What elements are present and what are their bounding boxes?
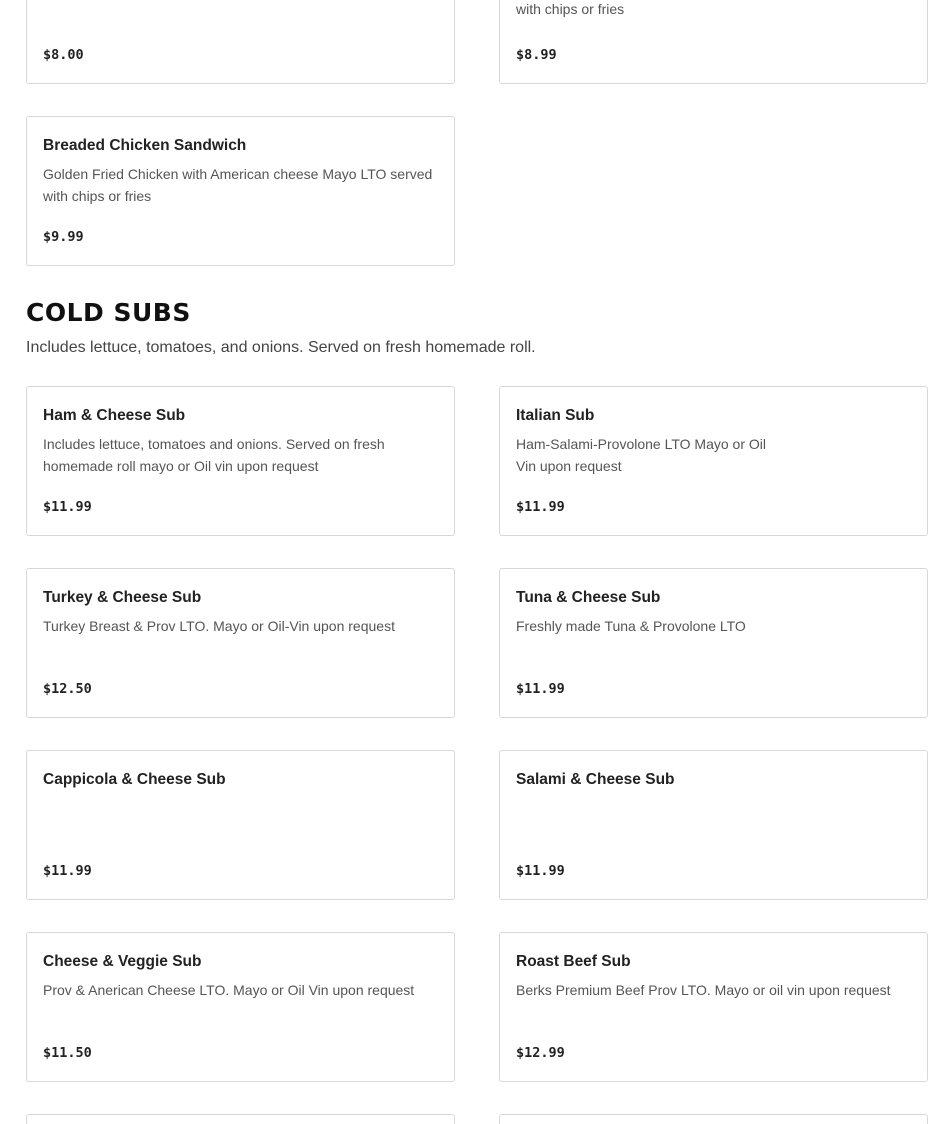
menu-item-card[interactable] — [26, 1114, 455, 1124]
item-name: Breaded Chicken Sandwich — [43, 137, 247, 154]
item-price: $12.50 — [43, 681, 92, 697]
item-price: $11.99 — [43, 499, 92, 515]
item-price: $11.99 — [516, 681, 565, 697]
menu-item-card[interactable] — [499, 568, 928, 718]
menu-item-card[interactable] — [499, 386, 928, 536]
item-name: Roast Beef Sub — [516, 953, 631, 970]
menu-item-card[interactable] — [26, 932, 455, 1082]
item-description: Golden Fried Chicken with American cheese Mayo LTO served with chips or fries — [43, 166, 433, 204]
item-description: Berks Premium Beef Prov LTO. Mayo or oil vin upon request — [516, 982, 891, 998]
menu-item-card[interactable] — [26, 386, 455, 536]
menu-item-card[interactable] — [499, 932, 928, 1082]
menu-item-card[interactable] — [26, 568, 455, 718]
item-description: Freshly made Tuna & Provolone LTO — [516, 618, 746, 634]
item-description: Turkey Breast & Prov LTO. Mayo or Oil-Vin upon request — [43, 618, 395, 634]
item-price: $8.99 — [516, 47, 557, 63]
item-description: with chips or fries — [516, 1, 625, 17]
item-price: $8.00 — [43, 47, 84, 63]
item-name: Salami & Cheese Sub — [516, 771, 675, 788]
item-description: Prov & Anerican Cheese LTO. Mayo or Oil Vin upon request — [43, 982, 415, 998]
item-description: Includes lettuce, tomatoes and onions. Served on fresh homemade roll mayo or Oil vin upon request — [43, 436, 385, 474]
menu-item-card[interactable] — [26, 750, 455, 900]
item-price: $11.99 — [516, 863, 565, 879]
item-name: Ham & Cheese Sub — [43, 407, 186, 424]
menu-item-card[interactable] — [26, 116, 455, 266]
item-price: $11.99 — [516, 499, 565, 515]
item-name: Turkey & Cheese Sub — [43, 589, 202, 606]
item-name: Italian Sub — [516, 407, 595, 424]
item-price: $11.50 — [43, 1045, 92, 1061]
item-price: $12.99 — [516, 1045, 565, 1061]
item-name: Cappicola & Cheese Sub — [43, 771, 226, 788]
menu-item-card[interactable] — [499, 1114, 928, 1124]
item-name: Cheese & Veggie Sub — [43, 953, 202, 970]
item-name: Tuna & Cheese Sub — [516, 589, 661, 606]
menu-item-card[interactable] — [499, 0, 928, 84]
menu-item-card[interactable] — [499, 750, 928, 900]
item-description: Ham-Salami-Provolone LTO Mayo or Oil Vin upon request — [516, 436, 767, 474]
item-price: $11.99 — [43, 863, 92, 879]
section-title: COLD SUBS — [26, 298, 191, 327]
section-description: Includes lettuce, tomatoes, and onions. Served on fresh homemade roll. — [26, 339, 536, 356]
item-price: $9.99 — [43, 229, 84, 245]
menu-item-card[interactable] — [26, 0, 455, 84]
